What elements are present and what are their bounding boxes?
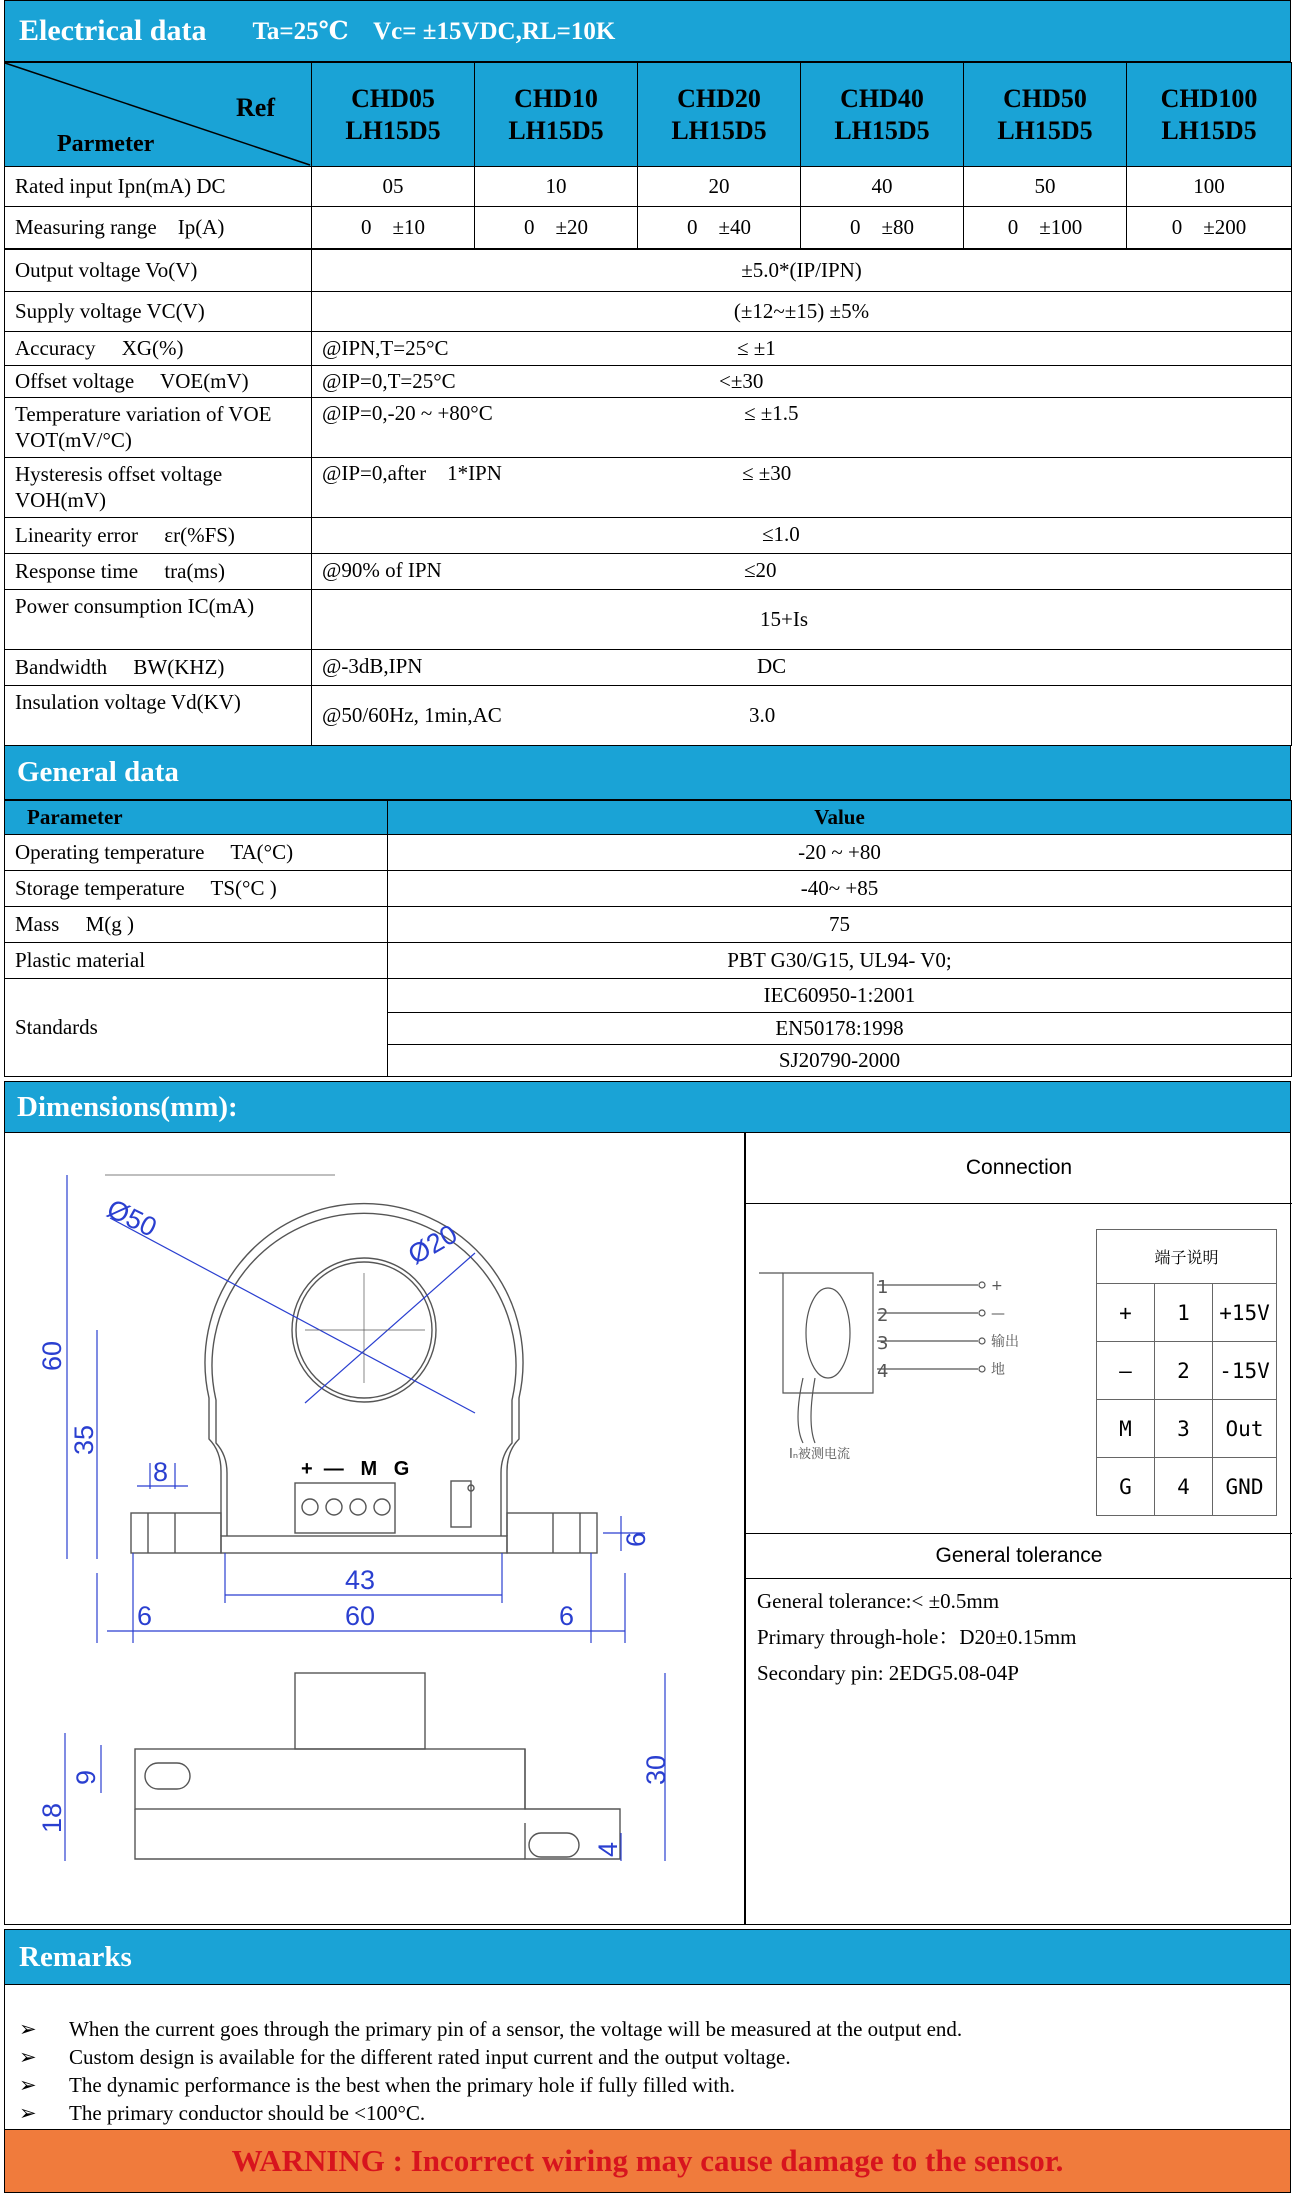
rated-value: 20 <box>638 167 801 207</box>
tolerance-notes <box>757 1583 1077 1691</box>
spec-label: Hysteresis offset voltage VOH(mV) <box>5 458 312 518</box>
bullet-arrow-icon: ➢ <box>19 2045 37 2069</box>
spec-condition: @IP=0,T=25°C <box>322 369 456 393</box>
table-row <box>1097 1284 1277 1342</box>
table-row <box>5 943 1292 979</box>
spec-value: ≤20 <box>744 558 777 582</box>
range-value: 0 ±40 <box>638 207 801 249</box>
table-row <box>5 250 1292 292</box>
connection-header <box>746 1133 1292 1204</box>
rated-value: 10 <box>475 167 638 207</box>
wire-label: — <box>991 1306 1005 1322</box>
tolerance-title: General tolerance <box>935 1544 1103 1567</box>
rated-value: 100 <box>1127 167 1292 207</box>
rated-value: 05 <box>312 167 475 207</box>
wire-number: 1 <box>877 1277 889 1298</box>
terminal-function: -15V <box>1213 1342 1277 1400</box>
terminal-pin: 3 <box>1155 1400 1213 1458</box>
general-value: -20 ~ +80 <box>388 835 1292 871</box>
w43-label: 43 <box>345 1565 376 1595</box>
bullet-arrow-icon: ➢ <box>19 2073 37 2097</box>
spec-condition: @IPN,T=25°C <box>322 336 449 360</box>
terminal-pin: 1 <box>1155 1284 1213 1342</box>
general-label: Plastic material <box>5 943 388 979</box>
standard-item: SJ20790-2000 <box>388 1045 1292 1077</box>
spec-label: Offset voltage VOE(mV) <box>5 366 312 398</box>
terminal-symbol: M <box>1097 1400 1155 1458</box>
spec-condition: @50/60Hz, 1min,AC <box>322 703 502 727</box>
table-row <box>5 835 1292 871</box>
remarks-list <box>5 1985 1290 2127</box>
h6-label: 6 <box>621 1531 651 1547</box>
spec-value: 3.0 <box>749 703 776 727</box>
w6a-label: 6 <box>137 1601 153 1631</box>
remark-text: When the current goes through the primary pin of a sensor, the voltage will be measured at the output end. <box>69 2017 963 2041</box>
model-chd10: CHD10 LH15D5 <box>475 63 638 167</box>
table-row <box>5 650 1292 686</box>
wire-label: + <box>991 1278 1003 1294</box>
rated-label: Rated input Ipn(mA) DC <box>5 167 312 207</box>
bullet-arrow-icon: ➢ <box>19 2101 37 2125</box>
table-row <box>5 292 1292 332</box>
terminal-symbol: + <box>1097 1284 1155 1342</box>
tolerance-line: General tolerance:< ±0.5mm <box>757 1589 1000 1613</box>
pin-polarity-labels: + — M G <box>301 1458 410 1480</box>
wire-label: 输出 <box>991 1334 1019 1350</box>
table-row <box>5 332 1292 366</box>
spec-label: Accuracy XG(%) <box>5 332 312 366</box>
terminal-symbol: — <box>1097 1342 1155 1400</box>
electrical-title: Electrical data <box>19 14 207 47</box>
d50-label: Ø50 <box>102 1193 162 1243</box>
list-item <box>19 2015 1290 2043</box>
tolerance-line: Secondary pin: 2EDG5.08-04P <box>757 1661 1019 1685</box>
table-row <box>5 554 1292 590</box>
param-label: Parmeter <box>57 131 155 157</box>
table-row <box>5 907 1292 943</box>
model-chd20: CHD20 LH15D5 <box>638 63 801 167</box>
w60-label: 60 <box>345 1601 376 1631</box>
range-value: 0 ±10 <box>312 207 475 249</box>
terminal-table <box>1096 1229 1277 1516</box>
spec-value: <±30 <box>719 369 764 393</box>
list-item <box>19 2071 1290 2099</box>
general-title: General data <box>17 756 179 788</box>
table-row <box>5 871 1292 907</box>
warning-banner <box>4 2129 1291 2193</box>
rated-value: 50 <box>964 167 1127 207</box>
standard-item: IEC60950-1:2001 <box>388 979 1292 1013</box>
wire-number: 2 <box>877 1305 889 1326</box>
remark-text: The dynamic performance is the best when the primary hole if fully filled with. <box>69 2073 735 2097</box>
spec-cell <box>312 398 1292 458</box>
standard-item: EN50178:1998 <box>388 1013 1292 1045</box>
value-column-header: Value <box>388 801 1292 835</box>
spec-cell <box>312 686 1292 746</box>
coil-label: Iₙ被测电流 <box>789 1447 851 1462</box>
spec-condition: @IP=0,-20 ~ +80°C <box>322 401 493 425</box>
wiring-diagram <box>753 1253 1019 1463</box>
range-label: Measuring range Ip(A) <box>5 207 312 249</box>
remark-text: The primary conductor should be <100°C. <box>69 2101 426 2125</box>
h4-label: 4 <box>593 1841 623 1857</box>
electrical-banner <box>4 0 1291 62</box>
terminal-table-title: 端子说明 <box>1097 1230 1277 1284</box>
table-row <box>5 979 1292 1013</box>
param-column-header: Parameter <box>5 801 388 835</box>
spec-condition: @IP=0,after 1*IPN <box>322 461 502 485</box>
general-banner <box>4 746 1291 800</box>
range-value: 0 ±200 <box>1127 207 1292 249</box>
tolerance-header <box>746 1533 1292 1579</box>
spec-value: (±12~±15) ±5% <box>312 292 1292 332</box>
table-row <box>5 518 1292 554</box>
h35-label: 35 <box>69 1424 99 1455</box>
standards-label: Standards <box>5 979 388 1077</box>
spec-cell <box>312 332 1292 366</box>
table-row <box>1097 1400 1277 1458</box>
spec-condition: @90% of IPN <box>322 558 442 582</box>
electrical-spec-table <box>4 249 1292 746</box>
general-label: Mass M(g ) <box>5 907 388 943</box>
w8-label: 8 <box>153 1457 169 1487</box>
model-chd50: CHD50 LH15D5 <box>964 63 1127 167</box>
model-chd100: CHD100 LH15D5 <box>1127 63 1292 167</box>
w6b-label: 6 <box>559 1601 575 1631</box>
table-row <box>5 686 1292 746</box>
panel-divider <box>744 1133 746 1924</box>
h9-label: 9 <box>71 1769 101 1785</box>
table-row <box>5 167 1292 207</box>
terminal-pin: 2 <box>1155 1342 1213 1400</box>
spec-cell <box>312 518 1292 554</box>
table-row <box>5 590 1292 650</box>
range-value: 0 ±20 <box>475 207 638 249</box>
spec-value: ≤ ±1 <box>737 336 776 360</box>
terminal-function: +15V <box>1213 1284 1277 1342</box>
spec-label: Response time tra(ms) <box>5 554 312 590</box>
range-value: 0 ±80 <box>801 207 964 249</box>
ref-param-corner <box>5 63 312 167</box>
h60-label: 60 <box>37 1340 67 1371</box>
electrical-conditions: Ta=25℃ Vc= ±15VDC,RL=10K <box>252 18 616 45</box>
spec-value: ≤1.0 <box>762 522 800 546</box>
dimensions-banner <box>4 1081 1291 1133</box>
rated-value: 40 <box>801 167 964 207</box>
spec-value: 15+Is <box>760 607 809 631</box>
spec-label: Supply voltage VC(V) <box>5 292 312 332</box>
spec-cell <box>312 554 1292 590</box>
electrical-table <box>4 62 1292 249</box>
spec-label: Bandwidth BW(KHZ) <box>5 650 312 686</box>
remarks-banner <box>4 1929 1291 1985</box>
table-row <box>5 366 1292 398</box>
warning-text: WARNING : Incorrect wiring may cause damage to the sensor. <box>231 2143 1064 2178</box>
table-header-row <box>5 801 1292 835</box>
spec-cell <box>312 650 1292 686</box>
wire-label: 地 <box>991 1362 1005 1378</box>
list-item <box>19 2099 1290 2127</box>
model-chd05: CHD05 LH15D5 <box>312 63 475 167</box>
general-value: -40~ +85 <box>388 871 1292 907</box>
remarks-title: Remarks <box>19 1940 132 1973</box>
model-chd40: CHD40 LH15D5 <box>801 63 964 167</box>
ref-label: Ref <box>236 93 275 122</box>
dimensions-panel <box>4 1133 1291 1925</box>
h30-label: 30 <box>641 1754 671 1785</box>
d20-label: Ø20 <box>403 1218 463 1271</box>
terminal-pin: 4 <box>1155 1458 1213 1516</box>
spec-label: Power consumption IC(mA) <box>5 590 312 650</box>
spec-cell <box>312 458 1292 518</box>
dimensions-title: Dimensions(mm): <box>17 1090 238 1123</box>
spec-label: Linearity error εr(%FS) <box>5 518 312 554</box>
list-item <box>19 2043 1290 2071</box>
general-label: Storage temperature TS(°C ) <box>5 871 388 907</box>
table-row <box>1097 1458 1277 1516</box>
spec-cell <box>312 590 1292 650</box>
spec-value: DC <box>757 654 787 678</box>
bullet-arrow-icon: ➢ <box>19 2017 37 2041</box>
spec-value: ±5.0*(IP/IPN) <box>312 250 1292 292</box>
spec-cell <box>312 366 1292 398</box>
spec-label: Output voltage Vo(V) <box>5 250 312 292</box>
spec-label: Insulation voltage Vd(KV) <box>5 686 312 746</box>
terminal-symbol: G <box>1097 1458 1155 1516</box>
general-table <box>4 800 1292 1077</box>
general-value: PBT G30/G15, UL94- V0; <box>388 943 1292 979</box>
h18-label: 18 <box>37 1802 67 1833</box>
table-row <box>5 398 1292 458</box>
terminal-function: Out <box>1213 1400 1277 1458</box>
table-row <box>5 458 1292 518</box>
table-row <box>1097 1342 1277 1400</box>
wire-number: 4 <box>877 1361 889 1382</box>
remarks-panel <box>4 1985 1291 2129</box>
spec-condition: @-3dB,IPN <box>322 654 423 678</box>
dimension-drawing <box>5 1133 742 1923</box>
wire-number: 3 <box>877 1333 889 1354</box>
spec-value: ≤ ±30 <box>742 461 792 485</box>
spec-value: ≤ ±1.5 <box>744 401 799 425</box>
terminal-function: GND <box>1213 1458 1277 1516</box>
general-value: 75 <box>388 907 1292 943</box>
table-row <box>5 207 1292 249</box>
range-value: 0 ±100 <box>964 207 1127 249</box>
connection-title: Connection <box>965 1156 1073 1179</box>
tolerance-line: Primary through-hole：D20±0.15mm <box>757 1625 1077 1649</box>
spec-label: Temperature variation of VOE VOT(mV/°C) <box>5 398 312 458</box>
general-label: Operating temperature TA(°C) <box>5 835 388 871</box>
remark-text: Custom design is available for the different rated input current and the output voltage. <box>69 2045 791 2069</box>
